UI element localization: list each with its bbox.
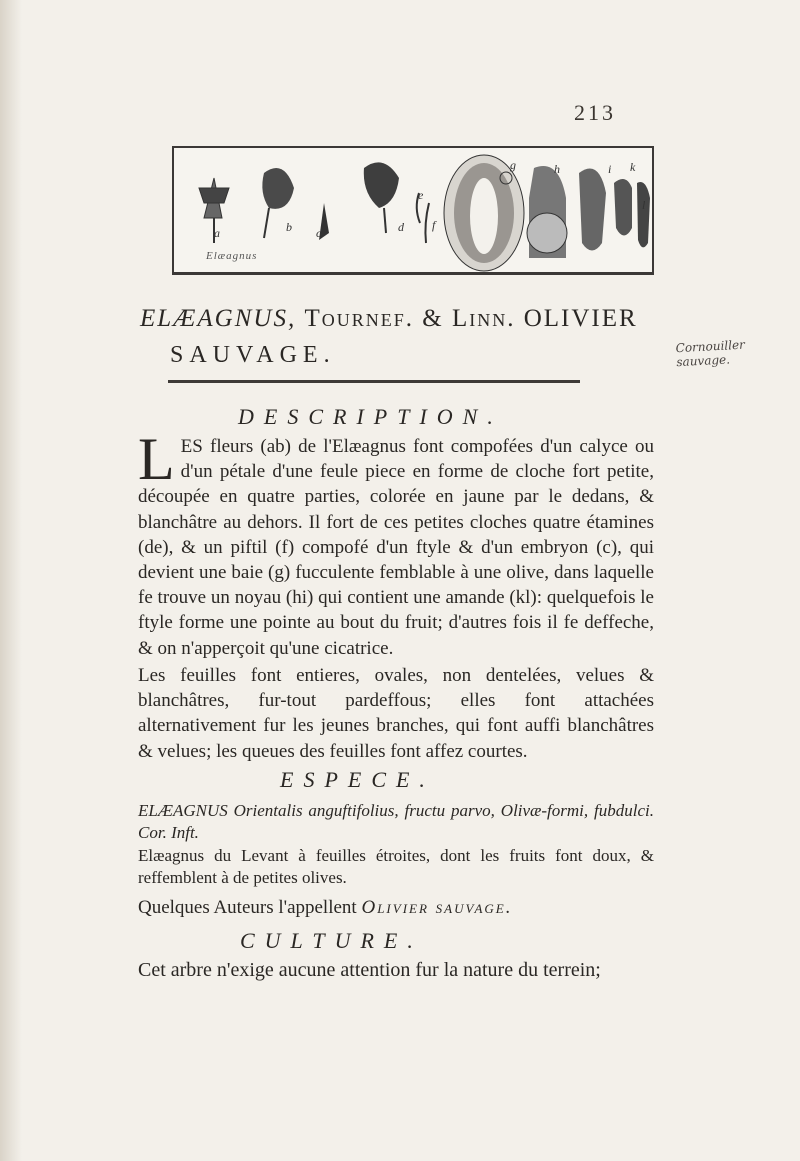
description-text-2: Les feuilles font entieres, ovales, non dentelées, velues & blanchâtres, fur-tout pardeffous; elles font attachées alternativement fur les jeunes branches, qui font auffi blanchâtres & velues; les queues des feuilles font affez courtes.: [138, 665, 654, 762]
figure-label-f: f: [432, 218, 436, 232]
drop-cap: L: [138, 426, 175, 492]
espece-note-name: Olivier sauvage.: [361, 897, 513, 918]
espece-latin-name: ELÆAGNUS Orientalis anguftifolius, fructu parvo, Olivæ-formi, fubdulci. Cor. Inft.: [138, 801, 654, 842]
culture-heading: CULTURE.: [240, 928, 423, 953]
genus-name: ELÆAGNUS,: [140, 305, 297, 332]
description-text-1: ES fleurs (ab) de l'Elæagnus font compofées d'un calyce ou d'un pétale d'une feule piece en forme de cloche fort petite, découpée en quatre parties, colorée en jaune par le dedans, & blanchâtre au dehors. Il fort de ces petites cloches quatre étamines (de), & un piftil (f) compofé d'un ftyle & d'un embryon (c), qui devient une baie (g) fucculente femblable à une olive, dans laquelle fe trouve un noyau (hi) qui contient une amande (kl): quelquefois le ftyle forme une pointe au bout du fruit; d'autres fois il fe deffeche, & on n'apperçoit qu'une cicatrice.: [138, 436, 654, 659]
divider-rule: [168, 380, 580, 383]
espece-note: [138, 895, 654, 920]
plate-caption: Elæagnus: [206, 250, 258, 262]
figure-label-g: g: [510, 158, 516, 172]
figure-label-a: a: [214, 226, 220, 240]
figure-label-i: i: [608, 162, 612, 176]
description-paragraph-2: [138, 663, 654, 764]
title-line: [140, 305, 660, 333]
description-paragraph-1: [138, 426, 654, 661]
espece-heading: ESPECE.: [280, 767, 435, 792]
figure-label-k: k: [630, 160, 636, 174]
description-heading: DESCRIPTION.: [238, 404, 503, 429]
kernel-l-drawing: [637, 182, 650, 247]
espece-note-lead: Quelques Auteurs l'appellent: [138, 897, 357, 918]
page-binding-shadow: [0, 0, 22, 1161]
espece-french-name: Elæagnus du Levant à feuilles étroites, dont les fruits font doux, & reffemblent à de petites olives.: [138, 846, 654, 887]
figure-label-e: e: [418, 188, 424, 202]
figure-label-d: d: [398, 220, 404, 234]
page-number: 213: [574, 100, 616, 125]
culture-text: Cet arbre n'exige aucune attention fur la nature du terrein;: [138, 959, 601, 981]
flower-d-drawing: [364, 162, 399, 233]
common-name-continued: SAUVAGE.: [170, 342, 336, 368]
authors: Tournef. & Linn.: [304, 305, 516, 332]
figure-label-h: h: [554, 162, 560, 176]
kernel-k-drawing: [614, 179, 632, 236]
figure-label-l: l: [642, 198, 646, 212]
stone-i-drawing: [579, 169, 606, 251]
figure-label-b: b: [286, 220, 292, 234]
handwritten-annotation: Cornouiller sauvage.: [675, 337, 746, 370]
figure-label-c: c: [316, 226, 322, 240]
botanical-plate: [172, 146, 654, 275]
common-name: OLIVIER: [523, 305, 638, 332]
